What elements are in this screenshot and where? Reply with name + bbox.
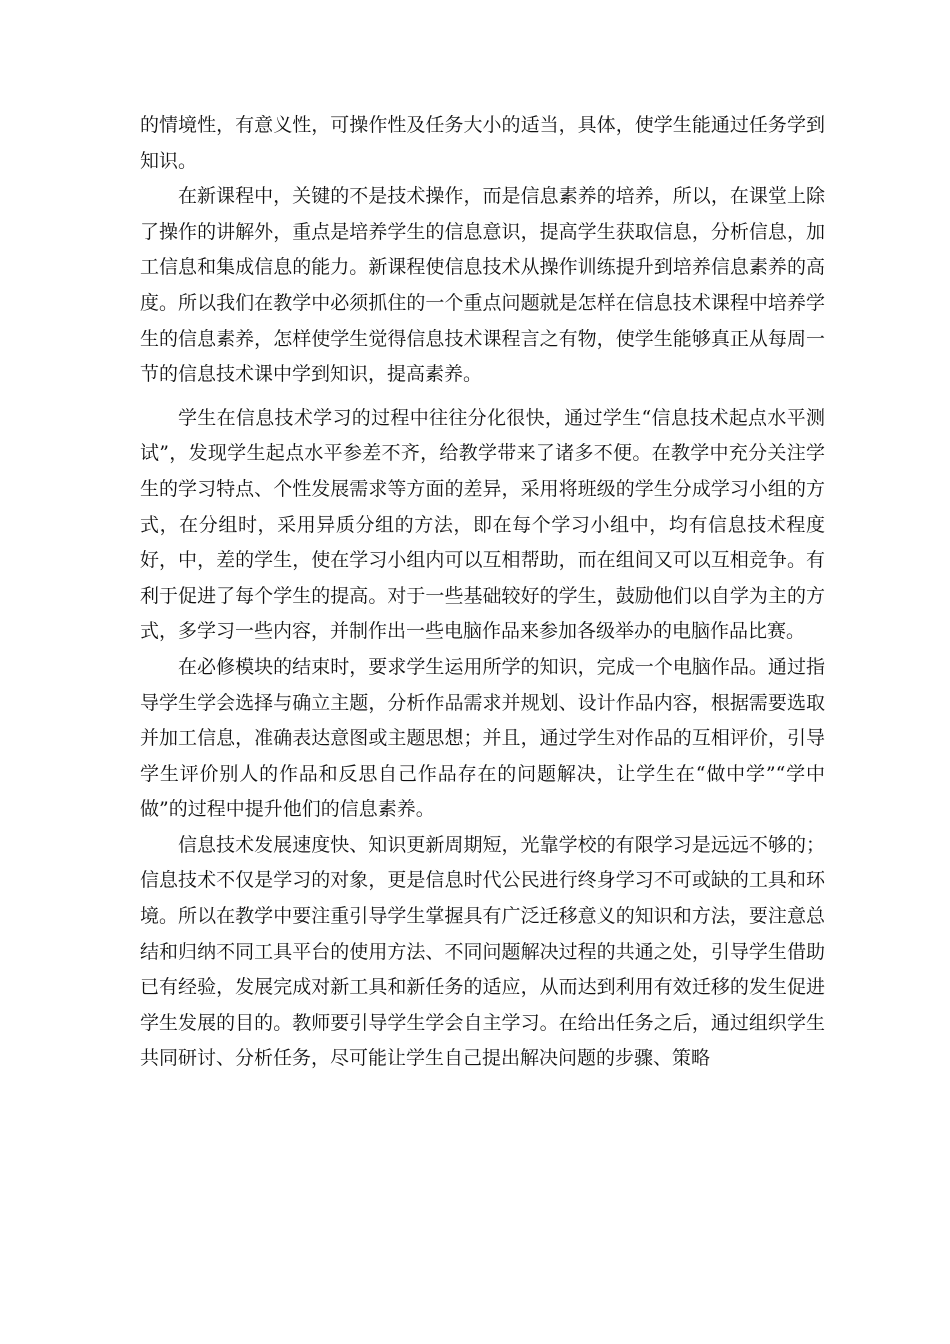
paragraph-2: 在新课程中，关键的不是技术操作，而是信息素养的培养，所以，在课堂上除了操作的讲解外，重点是培养学生的信息意识，提高学生获取信息，分析信息，加工信息和集成信息的能力。新课程使信息技术从操作训练提升到培养信息素养的高度。所以我们在教学中必须抓住的一个重点问题就是怎样在信息技术课程中培养学生的信息素养，怎样使学生觉得信息技术课程言之有物，使学生能够真正从每周一节的信息技术课中学到知识，提高素养。 — [140, 185, 825, 386]
paragraph-5: 信息技术发展速度快、知识更新周期短，光靠学校的有限学习是远远不够的；信息技术不仅是学习的对象，更是信息时代公民进行终身学习不可或缺的工具和环境。所以在教学中要注重引导学生掌握具有广泛迁移意义的知识和方法，要注意总结和归纳不同工具平台的使用方法、不同问题解决过程的共通之处，引导学生借助已有经验，发展完成对新工具和新任务的适应，从而达到利用有效迁移的发生促进学生发展的目的。教师要引导学生学会自主学习。在给出任务之后，通过组织学生共同研讨、分析任务，尽可能让学生自己提出解决问题的步骤、策略 — [140, 833, 825, 1070]
paragraph-1: 的情境性，有意义性，可操作性及任务大小的适当，具体，使学生能通过任务学到知识。 — [140, 114, 825, 172]
paragraph-4: 在必修模块的结束时，要求学生运用所学的知识，完成一个电脑作品。通过指导学生学会选择与确立主题，分析作品需求并规划、设计作品内容，根据需要选取并加工信息，准确表达意图或主题思想；并且，通过学生对作品的互相评价，引导学生评价别人的作品和反思自己作品存在的问题解决，让学生在“做中学”“学中做”的过程中提升他们的信息素养。 — [140, 655, 825, 821]
paragraph-3: 学生在信息技术学习的过程中往往分化很快，通过学生“信息技术起点水平测试”，发现学生起点水平参差不齐，给教学带来了诸多不便。在教学中充分关注学生的学习特点、个性发展需求等方面的差异，采用将班级的学生分成学习小组的方式，在分组时，采用异质分组的方法，即在每个学习小组中，均有信息技术程度好，中，差的学生，使在学习小组内可以互相帮助，而在组间又可以互相竞争。有利于促进了每个学生的提高。对于一些基础较好的学生，鼓励他们以自学为主的方式，多学习一些内容，并制作出一些电脑作品来参加各级举办的电脑作品比赛。 — [140, 406, 825, 643]
document-body — [140, 108, 825, 1077]
